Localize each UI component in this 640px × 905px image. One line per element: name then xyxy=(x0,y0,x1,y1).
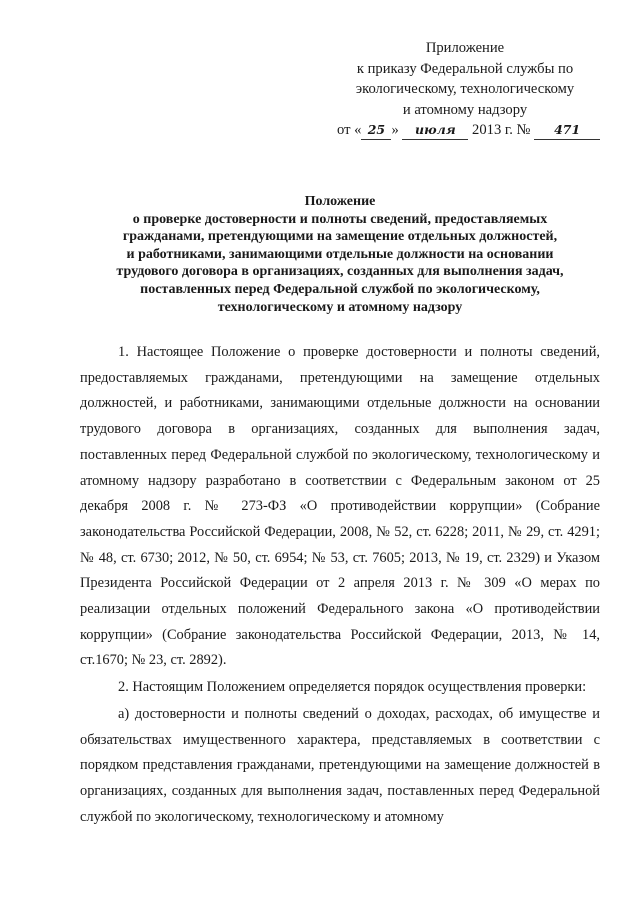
order-date-line xyxy=(300,120,630,141)
appendix-agency-line1: экологическому, технологическому xyxy=(355,81,575,97)
appendix-order-ref: к приказу Федеральной службы по xyxy=(356,60,574,77)
document-body xyxy=(80,340,600,830)
appendix-block xyxy=(300,38,630,141)
title-heading: Положение xyxy=(304,194,376,209)
appendix-agency-line2: и атомному надзору xyxy=(402,101,528,118)
title-subtitle: о проверке достоверности и полноты сведений, предоставляемых гражданами, претендующими на замещение отдельных должностей, и работниками, занимающими отдельные должности на основании трудового договора в организациях, созданных для выполнения задач, поставленных перед Федеральной службой по экологическому, технологическому и атомному надзору xyxy=(116,211,564,315)
date-day-handwritten: 25 xyxy=(367,122,386,137)
date-prefix: от « xyxy=(337,122,362,138)
date-month-handwritten: июля xyxy=(415,122,456,137)
paragraph-1: 1. Настоящее Положение о проверке достоверности и полноты сведений, предоставляемых гражданами, претендующими на замещение отдельных должностей, и работниками, занимающими отдельные должности на основании трудового договора в организациях, созданных для выполнения задач, поставленных перед Федеральной службой по экологическому, технологическому и атомному надзору разработано в соответствии с Федеральным законом от 25 декабря 2008 г. № 273-ФЗ «О противодействии коррупции» (Собрание законодательства Российской Федерации, 2008, № 52, ст. 6228; 2011, № 29, ст. 4291; № 48, ст. 6730; 2012, № 50, ст. 6954; № 53, ст. 7605; 2013, № 19, ст. 2329) и Указом Президента Российской Федерации от 2 апреля 2013 г. № 309 «О мерах по реализации отдельных положений Федерального закона «О противодействии коррупции» (Собрание законодательства Российской Федерации, 2013, № 14, ст.1670; № 23, ст. 2892). xyxy=(80,344,600,669)
document-title xyxy=(80,193,600,316)
date-year-text: 2013 г. № xyxy=(472,122,531,138)
order-number-handwritten: 471 xyxy=(554,122,581,137)
paragraph-2a: а) достоверности и полноты сведений о доходах, расходах, об имуществе и обязательствах имущественного характера, представляемых в соответствии с порядком представления гражданами, претендующими на замещение должностей в организациях, созданных для выполнения задач, поставленных перед Федеральной службой по экологическому, технологическому и атомному xyxy=(80,705,600,825)
appendix-label: Приложение xyxy=(425,40,505,56)
order-number-field xyxy=(534,121,600,140)
date-day-field xyxy=(361,121,391,140)
date-quote-close: » xyxy=(391,122,399,138)
paragraph-2: 2. Настоящим Положением определяется порядок осуществления проверки: xyxy=(118,679,587,696)
date-month-field xyxy=(402,121,468,140)
